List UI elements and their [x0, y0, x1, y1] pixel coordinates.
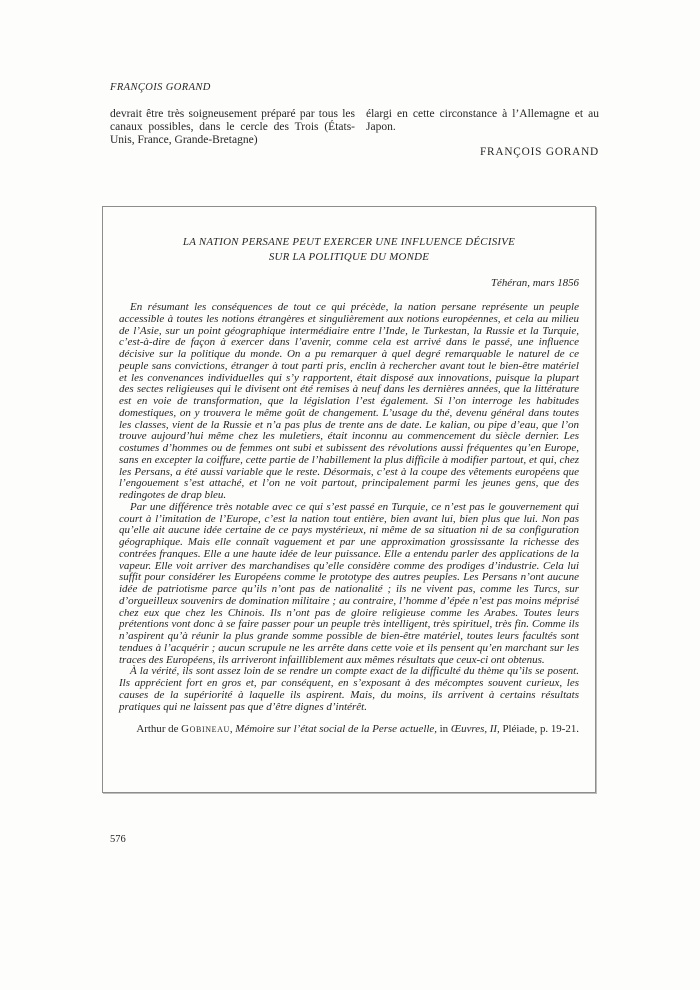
excerpt-box	[102, 206, 596, 793]
running-head: FRANÇOIS GORAND	[110, 82, 211, 93]
intro-right-paragraph: élargi en cette circonstance à l’Allemagne et au Japon.	[366, 108, 599, 134]
attribution-separator: ,	[229, 723, 236, 736]
attribution-in-word: in	[436, 723, 451, 736]
intro-text	[110, 108, 599, 160]
intro-left-paragraph: devrait être très soigneusement préparé par tous les canaux possibles, dans le cercle des Trois (États-Unis, France, Grande-Bretagne)	[110, 108, 355, 147]
excerpt-title	[119, 235, 579, 264]
attribution	[119, 723, 579, 736]
excerpt-body	[119, 302, 579, 713]
attribution-work-title: Mémoire sur l’état social de la Perse actuelle,	[235, 723, 437, 736]
excerpt-paragraph: En résumant les conséquences de tout ce qui précède, la nation persane représente un peuple accessible à toutes les notions étrangères et singulièrement aux notions européennes, et cela au milieu de l’Asie, sur un point géographique intermédiaire entre l’Inde, le Turkestan, la Russie et la Turquie, c’est-à-dire de façon à exercer dans l’avenir, comme cela est arrivé dans le passé, une influence décisive sur la politique du monde. On a pu remarquer à quel degré remarquable le naturel de ce peuple sans convictions, étranger à tout parti pris, enclin à rechercher avant tout le bien-être matériel et les convenances individuelles qui s’y rapportent, était disposé aux innovations, puisque la plupart des sectes religieuses qui le divisent ont été remises à neuf dans les dernières années, que la littérature est en voie de transformation, que la législation l’est également. Si l’on interroge les habitudes domestiques, on y trouvera le même goût de changement. L’usage du thé, devenu général dans toutes les classes, vient de la Russie et n’a pas plus de trente ans de date. Le kalian, ou pipe d’eau, que l’on trouve aujourd’hui même chez les muletiers, était inconnu au commencement du siècle dernier. Les costumes d’hommes ou de femmes ont subi et subissent des révolutions aussi fréquentes qu’en Europe, sans en excepter la coiffure, cette partie de l’habillement la plus difficile à modifier partout, et qui, chez les Persans, a été aussi variable que le reste. Désormais, c’est à la coupe des vêtements européens que l’engouement s’est attaché, et l’on ne voit partout, principalement parmi les jeunes gens, que des redingotes de drap bleu.	[119, 301, 579, 501]
excerpt-paragraph: À la vérité, ils sont assez loin de se rendre un compte exact de la difficulté du thème qu’ils se posent. Ils apprécient fort en gros et, par conséquent, en s’exposant à des mécomptes souvent curieux, les causes de la supériorité à laquelle ils aspirent. Mais, du moins, ils arrivent à certains résultats pratiques qui ne laissent pas que d’être dignes d’intérêt.	[119, 665, 579, 713]
attribution-collection: Œuvres, II,	[450, 723, 500, 736]
page-number: 576	[110, 834, 126, 845]
attribution-author-name: Gobineau	[181, 723, 230, 736]
intro-column-right	[366, 108, 599, 160]
excerpt-paragraph: Par une différence très notable avec ce qui s’est passé en Turquie, ce n’est pas le gouvernement qui court à l’imitation de l’Europe, c’est la nation tout entière, bien avant lui, bien plus que lui. Non pas qu’elle ait aucune idée certaine de ce pays mystérieux, ni même de sa situation ni de sa configuration géographique. Mais elle connaît vaguement et par une approximation grossissante la richesse des contrées franques. Elle a une haute idée de leur puissance. Elle a entendu parler des applications de la vapeur. Elle voit arriver des marchandises qu’elle considère comme des prodiges d’industrie. Cela lui suffit pour considérer les Européens comme le prototype des autres peuples. Les Persans n’ont aucune idée de patriotisme parce qu’ils n’ont pas de nationalité ; ils ne vivent pas, comme les Turcs, sur d’orgueilleux souvenirs de domination militaire ; au contraire, l’homme d’épée n’est pas moins méprisé chez eux que chez les Chinois. Ils n’ont pas de gloire religieuse comme les Arabes. Toutes leurs prétentions vont donc à se faire passer pour un peuple très intelligent, très spirituel, très fin. Comme ils n’aspirent qu’à réunir la plus grande somme possible de bien-être matériel, toutes leurs facultés sont tendues à l’acquérir ; aucun scrupule ne les arrête dans cette voie et ils pensent qu’en marchant sur les traces des Européens, ils arriveront infailliblement aux mêmes résultats que ceux-ci ont obtenus.	[119, 500, 579, 666]
attribution-author-prefix: Arthur de	[136, 723, 182, 736]
excerpt-title-line1: LA NATION PERSANE PEUT EXERCER UNE INFLUENCE DÉCISIVE	[182, 236, 516, 248]
excerpt-title-line2: SUR LA POLITIQUE DU MONDE	[268, 250, 430, 263]
intro-column-left	[110, 108, 355, 160]
author-signature: FRANÇOIS GORAND	[479, 146, 599, 159]
attribution-publisher-pages: Pléiade, p. 19-21.	[499, 723, 579, 736]
dateline: Téhéran, mars 1856	[490, 277, 579, 289]
